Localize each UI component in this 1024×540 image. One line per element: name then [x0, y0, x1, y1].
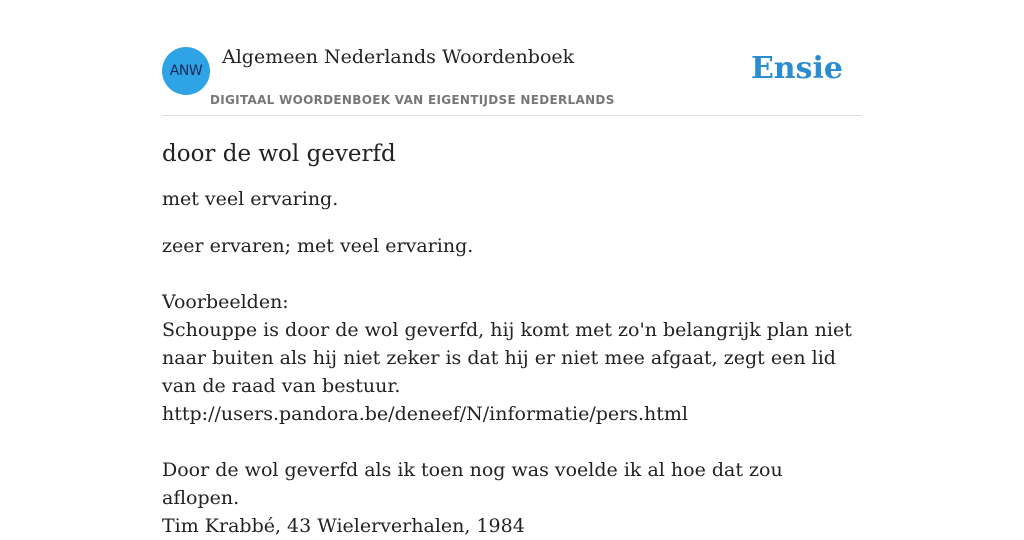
example-sentence: Door de wol geverfd als ik toen nog was voelde ik al hoe dat zou aflopen. — [162, 459, 783, 509]
entry-body — [162, 232, 862, 540]
dictionary-title[interactable]: Algemeen Nederlands Woordenboek — [222, 46, 575, 68]
entry-content — [162, 138, 862, 540]
logo-text: ANW — [169, 63, 203, 79]
example-source: Tim Krabbé, 43 Wielerverhalen, 1984 — [162, 515, 525, 537]
blank-line — [162, 428, 862, 456]
example-source: http://users.pandora.be/deneef/N/informatie/pers.html — [162, 403, 688, 425]
blank-line — [162, 260, 862, 288]
anw-logo[interactable] — [162, 47, 210, 95]
examples-label: Voorbeelden: — [162, 291, 289, 313]
short-definition: met veel ervaring. — [162, 188, 339, 210]
definition-text: zeer ervaren; met veel ervaring. — [162, 235, 474, 257]
example-sentence: Schouppe is door de wol geverfd, hij komt met zo'n belangrijk plan niet naar buiten als hij niet zeker is dat hij er niet mee afgaat, zegt een lid van de raad van bestuur. — [162, 319, 852, 397]
dictionary-subtitle: DIGITAAL WOORDENBOEK VAN EIGENTIJDSE NEDERLANDS — [210, 93, 615, 107]
entry-term: door de wol geverfd — [162, 141, 396, 167]
ensie-brand[interactable]: Ensie — [750, 51, 843, 86]
header-divider — [162, 115, 862, 116]
